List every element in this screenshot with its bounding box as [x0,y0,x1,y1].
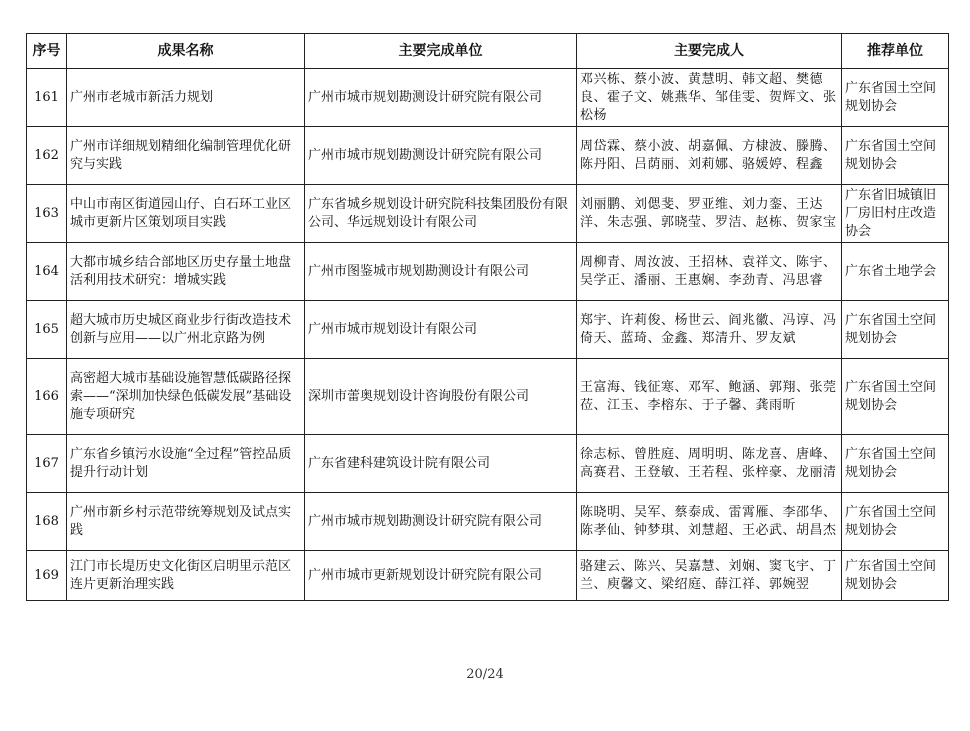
table-row [27,551,949,601]
project-name: 广州市详细规划精细化编制管理优化研究与实践 [67,127,305,185]
awards-table [26,33,949,601]
row-number: 166 [27,359,67,435]
header-name: 成果名称 [67,34,305,69]
project-name: 高密超大城市基础设施智慧低碳路径探索——“深圳加快绿色低碳发展”基础设施专项研究 [67,359,305,435]
project-name: 中山市南区街道园山仔、白石环工业区城市更新片区策划项目实践 [67,185,305,243]
completion-people: 陈晓明、吴军、蔡泰成、雷霄雁、李邵华、陈孝仙、钟梦琪、刘慧超、王必武、胡昌杰 [577,493,842,551]
completion-unit: 广州市城市规划勘测设计研究院有限公司 [305,127,577,185]
row-number: 165 [27,301,67,359]
completion-people: 骆建云、陈兴、吴嘉慧、刘娴、窦飞宇、丁兰、庾馨文、梁绍庭、薛江祥、郭婉翌 [577,551,842,601]
recommender: 广东省国土空间规划协会 [842,493,949,551]
recommender: 广东省国土空间规划协会 [842,69,949,127]
completion-people: 王富海、钱征寒、邓军、鲍涵、郭翔、张莞莅、江玉、李榕东、于子馨、龚雨昕 [577,359,842,435]
completion-unit: 广东省建科建筑设计院有限公司 [305,435,577,493]
project-name: 超大城市历史城区商业步行街改造技术创新与应用——以广州北京路为例 [67,301,305,359]
table-row [27,301,949,359]
table-row [27,69,949,127]
table-row [27,359,949,435]
row-number: 169 [27,551,67,601]
completion-unit: 广州市城市规划勘测设计研究院有限公司 [305,69,577,127]
completion-people: 刘丽鹏、刘偲斐、罗亚维、刘力銮、王达洋、朱志强、郭晓莹、罗洁、赵栋、贺家宝 [577,185,842,243]
completion-unit: 广州市城市更新规划设计研究院有限公司 [305,551,577,601]
header-people: 主要完成人 [577,34,842,69]
table-row [27,435,949,493]
header-no: 序号 [27,34,67,69]
table-row [27,493,949,551]
table-row [27,185,949,243]
project-name: 大都市城乡结合部地区历史存量土地盘活利用技术研究：增城实践 [67,243,305,301]
project-name: 广州市老城市新活力规划 [67,69,305,127]
row-number: 163 [27,185,67,243]
completion-people: 周柳青、周汝波、王招林、袁祥文、陈宇、吴学正、潘丽、王惠娴、李劲青、冯思睿 [577,243,842,301]
header-row [27,34,949,69]
recommender: 广东省旧城镇旧厂房旧村庄改造协会 [842,185,949,243]
project-name: 江门市长堤历史文化街区启明里示范区连片更新治理实践 [67,551,305,601]
row-number: 162 [27,127,67,185]
header-recommender: 推荐单位 [842,34,949,69]
header-unit: 主要完成单位 [305,34,577,69]
row-number: 161 [27,69,67,127]
completion-unit: 广州市图鉴城市规划勘测设计有限公司 [305,243,577,301]
table-row [27,243,949,301]
completion-unit: 广东省城乡规划设计研究院科技集团股份有限公司、华远规划设计有限公司 [305,185,577,243]
recommender: 广东省土地学会 [842,243,949,301]
row-number: 164 [27,243,67,301]
project-name: 广州市新乡村示范带统筹规划及试点实践 [67,493,305,551]
row-number: 167 [27,435,67,493]
table-row [27,127,949,185]
completion-people: 邓兴栋、蔡小波、黄慧明、韩文超、樊德良、霍子文、姚燕华、邹佳雯、贺辉文、张松杨 [577,69,842,127]
recommender: 广东省国土空间规划协会 [842,551,949,601]
recommender: 广东省国土空间规划协会 [842,301,949,359]
completion-unit: 深圳市蕾奥规划设计咨询股份有限公司 [305,359,577,435]
row-number: 168 [27,493,67,551]
project-name: 广东省乡镇污水设施“全过程”管控品质提升行动计划 [67,435,305,493]
recommender: 广东省国土空间规划协会 [842,359,949,435]
completion-unit: 广州市城市规划勘测设计研究院有限公司 [305,493,577,551]
completion-unit: 广州市城市规划设计有限公司 [305,301,577,359]
completion-people: 郑宇、许莉俊、杨世云、阎兆徽、冯谆、冯倚天、蓝琦、金鑫、郑清升、罗友斌 [577,301,842,359]
recommender: 广东省国土空间规划协会 [842,435,949,493]
completion-people: 徐志标、曾胜庭、周明明、陈龙喜、唐峰、高赛君、王登敏、王若程、张梓豪、龙丽清 [577,435,842,493]
recommender: 广东省国土空间规划协会 [842,127,949,185]
page-number: 20/24 [466,667,504,682]
completion-people: 周岱霖、蔡小波、胡嘉佩、方棣波、滕腾、陈丹阳、吕荫丽、刘莉娜、骆媛婷、程鑫 [577,127,842,185]
